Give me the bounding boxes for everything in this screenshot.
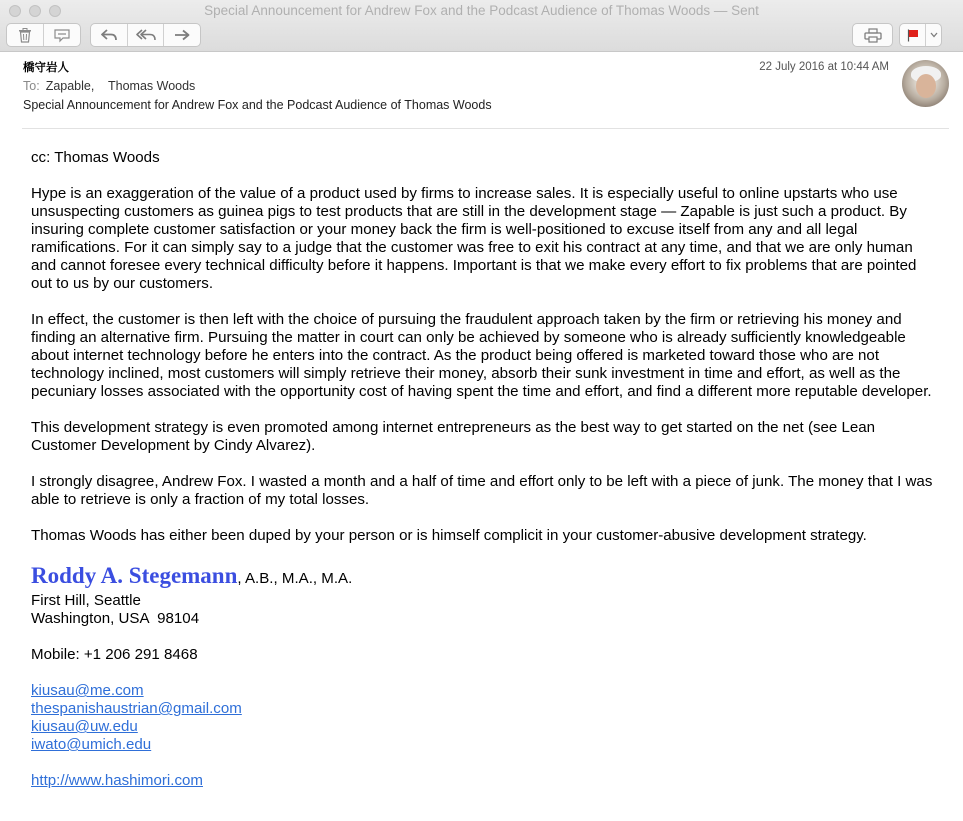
reply-all-icon [136,29,156,41]
reply-forward-group [90,23,201,47]
print-button[interactable] [853,24,892,46]
to-recipients[interactable]: Zapable, Thomas Woods [45,79,196,93]
signature-mobile: Mobile: +1 206 291 8468 [31,646,198,663]
reply-button[interactable] [91,24,128,46]
sender-avatar [902,60,949,107]
signature-spacer [31,754,941,772]
signature-address-2: Washington, USA 98104 [31,610,200,627]
message-header [0,52,963,130]
trash-icon [18,28,32,43]
junk-icon [54,28,70,43]
cc-line: cc: Thomas Woods [31,149,160,166]
flag-button[interactable] [900,24,926,46]
message-body [31,149,941,790]
body-paragraph-2: In effect, the customer is then left with the choice of pursuing the fraudulent approach taken by the firm or retrieving his money and finding an alternative firm. Pursuing the matter in court can only be achieved by someone who is already sufficiently knowledgeable about internet technology before he enters into the contract. As the product being offered is marketed toward those who are not technology inclined, most customers will simply retrieve their money, absorb their sunk investment in time and effort, as well as the pecuniary losses associated with the opportunity cost of having spent the time and effort, and find a different more reputable developer. [31,311,932,400]
flag-group [899,23,942,47]
email-link[interactable]: thespanishaustrian@gmail.com [31,700,242,717]
chevron-down-icon [930,32,938,38]
recipients-line [23,79,195,93]
subject-line: Special Announcement for Andrew Fox and the Podcast Audience of Thomas Woods [23,98,492,112]
email-link[interactable]: iwato@umich.edu [31,736,152,753]
junk-button[interactable] [44,24,80,46]
to-label: To: [23,79,40,93]
reply-all-button[interactable] [128,24,165,46]
print-icon [864,28,882,43]
forward-icon [174,29,190,41]
sender-name[interactable]: 橋守岩人 [23,62,69,74]
window-title: Special Announcement for Andrew Fox and the Podcast Audience of Thomas Woods — Sent [204,3,759,18]
signature-spacer [31,664,941,682]
header-divider [22,128,949,129]
email-link[interactable]: kiusau@uw.edu [31,718,138,735]
trash-button[interactable] [7,24,44,46]
body-paragraph-5: Thomas Woods has either been duped by your person or is himself complicit in your customer-abusive development strategy. [31,527,867,544]
print-group [852,23,893,47]
title-bar [0,0,963,52]
website-link[interactable]: http://www.hashimori.com [31,772,203,789]
signature [31,563,941,790]
body-paragraph-3: This development strategy is even promoted among internet entrepreneurs as the best way to get started on the net (see Lean Customer Development by Cindy Alvarez). [31,419,876,454]
delete-junk-group [6,23,81,47]
signature-name: Roddy A. Stegemann [31,563,238,588]
signature-degrees: , A.B., M.A., M.A. [237,570,353,587]
body-paragraph-4: I strongly disagree, Andrew Fox. I wasted a month and a half of time and effort only to be left with a piece of junk. The money that I was able to retrieve is only a fraction of my total losses. [31,473,933,508]
email-link[interactable]: kiusau@me.com [31,682,144,699]
signature-address-1: First Hill, Seattle [31,592,141,609]
flag-icon [907,29,919,42]
reply-icon [101,29,117,41]
signature-name-line [31,563,941,592]
flag-menu-button[interactable] [926,24,941,46]
forward-button[interactable] [164,24,200,46]
sent-date: 22 July 2016 at 10:44 AM [759,61,889,73]
body-paragraph-1: Hype is an exaggeration of the value of a product used by firms to increase sales. It is especially useful to online upstarts who use unsuspecting customers as guinea pigs to test products that are still in the development stage — Zapable is just such a product. By insuring complete customer satisfaction or your money back the firm is well-positioned to excuse itself from any and all legal ramifications. For it can simply say to a judge that the customer was free to exit his contract at any time, and that we are only human and cannot foresee every technical difficulty before it happens. Important is that we make every effort to fix problems that are pointed out to us by our customers. [31,185,917,292]
signature-spacer [31,628,941,646]
avatar-face [916,74,936,98]
